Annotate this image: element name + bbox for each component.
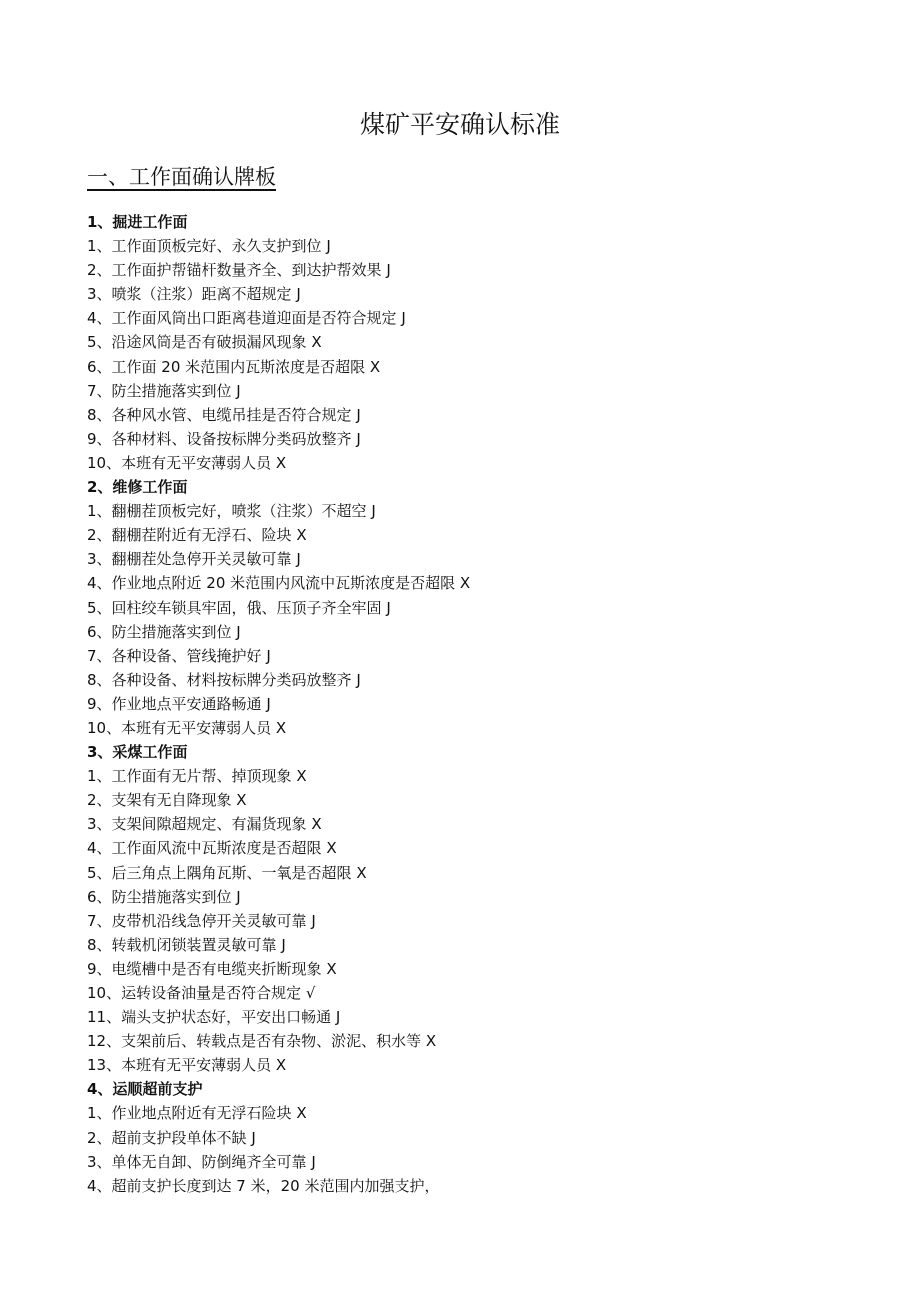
subsection-heading: 3、采煤工作面 (87, 743, 188, 762)
list-item: 6、防尘措施落实到位 J (87, 622, 241, 641)
list-item: 11、端头支护状态好，平安出口畅通 J (87, 1008, 341, 1027)
list-item: 6、防尘措施落实到位 J (87, 887, 241, 906)
list-item: 2、超前支护段单体不缺 J (87, 1128, 256, 1147)
list-item: 3、单体无自卸、防倒绳齐全可靠 J (87, 1152, 316, 1171)
list-item: 9、各种材料、设备按标牌分类码放整齐 J (87, 429, 361, 448)
list-item: 10、本班有无平安薄弱人员 X (87, 453, 287, 472)
list-item: 2、支架有无自降现象 X (87, 791, 247, 810)
list-item: 1、翻棚茬顶板完好，喷浆（注浆）不超空 J (87, 502, 376, 521)
list-item: 7、各种设备、管线掩护好 J (87, 646, 271, 665)
list-item: 5、沿途风筒是否有破损漏风现象 X (87, 333, 322, 352)
list-item: 3、翻棚茬处急停开关灵敏可靠 J (87, 550, 301, 569)
list-item: 4、工作面风流中瓦斯浓度是否超限 X (87, 839, 337, 858)
list-item: 2、翻棚茬附近有无浮石、险块 X (87, 526, 307, 545)
list-item: 4、工作面风筒出口距离巷道迎面是否符合规定 J (87, 309, 406, 328)
list-item: 6、工作面 20 米范围内瓦斯浓度是否超限 X (87, 357, 381, 376)
list-item: 3、支架间隙超规定、有漏货现象 X (87, 815, 322, 834)
subsection-heading: 2、维修工作面 (87, 478, 188, 497)
list-item: 12、支架前后、转载点是否有杂物、淤泥、积水等 X (87, 1032, 437, 1051)
list-item: 7、皮带机沿线急停开关灵敏可靠 J (87, 911, 316, 930)
section-heading: 一、工作面确认牌板 (87, 165, 276, 189)
list-item: 13、本班有无平安薄弱人员 X (87, 1056, 287, 1075)
list-item: 10、运转设备油量是否符合规定 √ (87, 984, 316, 1002)
list-item: 8、转载机闭锁装置灵敏可靠 J (87, 935, 286, 954)
list-item: 8、各种设备、材料按标牌分类码放整齐 J (87, 670, 361, 689)
list-item: 5、后三角点上隅角瓦斯、一氧是否超限 X (87, 863, 367, 882)
list-item: 7、防尘措施落实到位 J (87, 381, 241, 400)
list-item: 2、工作面护帮锚杆数量齐全、到达护帮效果 J (87, 261, 391, 280)
list-item: 4、作业地点附近 20 米范围内风流中瓦斯浓度是否超限 X (87, 574, 471, 593)
document-body (87, 210, 887, 1198)
list-item: 10、本班有无平安薄弱人员 X (87, 718, 287, 737)
list-item: 1、工作面有无片帮、掉顶现象 X (87, 767, 307, 786)
document-title: 煤矿平安确认标准 (359, 110, 560, 139)
list-item: 3、喷浆（注浆）距离不超规定 J (87, 285, 301, 304)
list-item: 8、各种风水管、电缆吊挂是否符合规定 J (87, 405, 361, 424)
subsection-heading: 4、运顺超前支护 (87, 1080, 203, 1099)
list-item: 4、超前支护长度到达 7 米，20 米范围内加强支护， (87, 1176, 440, 1195)
list-item: 9、电缆槽中是否有电缆夹折断现象 X (87, 959, 337, 978)
list-item: 1、工作面顶板完好、永久支护到位 J (87, 237, 331, 256)
list-item: 1、作业地点附近有无浮石险块 X (87, 1104, 307, 1123)
subsection-heading: 1、掘进工作面 (87, 213, 188, 231)
list-item: 5、回柱绞车锁具牢固，俄、压顶子齐全牢固 J (87, 598, 391, 617)
list-item: 9、作业地点平安通路畅通 J (87, 694, 271, 713)
